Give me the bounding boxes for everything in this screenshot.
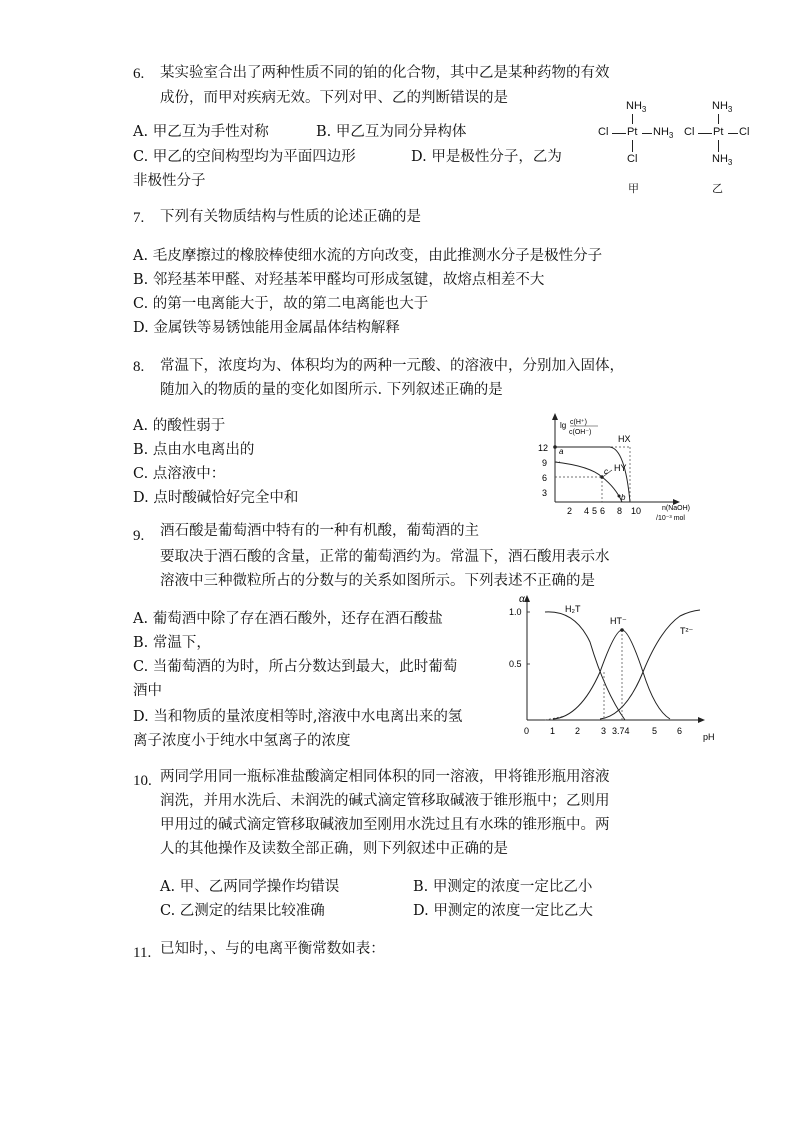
q9-xtick-3: 3 (601, 726, 607, 736)
q9-option-d: D. 当和物质的量浓度相等时,溶液中水电离出来的氢 (133, 709, 463, 725)
q8-option-a: A. 的酸性弱于 (133, 418, 226, 434)
q8-label-c: c (604, 467, 608, 476)
q8-xtick-10: 10 (631, 506, 642, 516)
q9-xtick-6: 6 (677, 726, 683, 736)
q8-series-hy: HY (614, 463, 627, 473)
q7-option-d: D. 金属铁等易锈蚀能用金属晶体结构解释 (133, 320, 400, 336)
q8-label-a: a (559, 447, 564, 456)
q9-xtick-2: 2 (575, 726, 581, 736)
q8-ytick-12: 12 (538, 443, 549, 453)
q7-option-c: C. 的第一电离能大于，故的第二电离能也大于 (133, 296, 429, 312)
q6-option-d: D. 甲是极性分子，乙为 (411, 149, 562, 165)
q9-ytick-1: 1.0 (509, 607, 522, 617)
q6-line1: 某实验室合出了两种性质不同的铂的化合物，其中乙是某种药物的有效 (160, 65, 610, 81)
q10-line1: 两同学用同一瓶标准盐酸滴定相同体积的同一溶液，甲将锥形瓶用溶液 (160, 769, 610, 785)
q7-option-b: B. 邻羟基苯甲醛、对羟基苯甲醛均可形成氢键，故熔点相差不大 (133, 272, 545, 288)
q9-option-c-cont: 酒中 (133, 683, 162, 699)
q10-line3: 甲用过的碱式滴定管移取碱液加至刚用水洗过且有水珠的锥形瓶中。两 (160, 817, 610, 833)
q8-curve-hx (555, 447, 630, 502)
q6-option-b: B. 甲乙互为同分异构体 (316, 124, 467, 140)
q8-series-hx: HX (618, 434, 631, 444)
q8-option-c: C. 点溶液中： (133, 466, 226, 482)
q9-chart (505, 592, 730, 742)
q9-ytick-05: 0.5 (509, 659, 522, 669)
q9-number: 9. (133, 528, 145, 544)
molecule-yi: $NH_3$ Cl Pt Cl $NH_3$ 乙 (684, 100, 750, 195)
q9-option-b: B. 常温下， (133, 635, 211, 651)
q9-xtick-1: 1 (550, 726, 556, 736)
q9-line1: 酒石酸是葡萄酒中特有的一种有机酸，葡萄酒的主 (160, 523, 479, 539)
q8-point-a (553, 445, 557, 449)
q9-xtick-374: 3.74 (612, 726, 630, 736)
q8-xtick-6: 6 (600, 506, 606, 516)
q9-xlabel: pH (703, 732, 715, 742)
q8-curve-hy (555, 462, 622, 502)
q9-option-a: A. 葡萄酒中除了存在酒石酸外，还存在酒石酸盐 (133, 611, 443, 627)
q6-option-c: C. 甲乙的空间构型均为平面四边形 (133, 149, 356, 165)
q8-number: 8. (133, 359, 145, 375)
q9-series-t: T²⁻ (680, 626, 694, 636)
q9-curve-h2t (545, 612, 625, 720)
q9-xtick-5: 5 (652, 726, 658, 736)
q9-line2: 要取决于酒石酸的含量，正常的葡萄酒约为。常温下，酒石酸用表示水 (160, 549, 610, 565)
q8-xlabel2: /10⁻³ mol (656, 515, 685, 522)
q10-number: 10. (133, 773, 152, 789)
q8-ylabel-num: c(H⁺) (570, 419, 587, 426)
q8-option-b: B. 点由水电离出的 (133, 442, 255, 458)
q8-label-b: b (621, 493, 626, 502)
q8-ytick-9: 9 (542, 458, 548, 468)
q10-option-b: B. 甲测定的浓度一定比乙小 (413, 879, 593, 895)
q10-option-a: A. 甲、乙两同学操作均错误 (160, 879, 340, 895)
q9-series-h2t: H₂T (565, 604, 581, 614)
q8-ytick-6: 6 (542, 473, 548, 483)
q9-line3: 溶液中三种微粒所占的分数与的关系如图所示。下列表述不正确的是 (160, 573, 595, 589)
q9-ylabel: α (519, 594, 525, 605)
q9-option-d-cont: 离子浓度小于纯水中氢离子的浓度 (133, 733, 351, 749)
q9-series-ht: HT⁻ (610, 616, 627, 626)
q8-option-d: D. 点时酸碱恰好完全中和 (133, 490, 299, 506)
molecule-jia: $NH_3$ Cl Pt $NH_3$ Cl 甲 (598, 100, 674, 195)
q7-stem: 下列有关物质结构与性质的论述正确的是 (160, 209, 421, 225)
q10-option-c: C. 乙测定的结果比较准确 (160, 903, 325, 919)
q8-ytick-3: 3 (542, 488, 548, 498)
q6-number: 6. (133, 66, 145, 82)
q8-chart (530, 410, 720, 525)
q8-ylabel-den: c(OH⁻) (569, 429, 592, 436)
q10-line4: 人的其他操作及读数全部正确，则下列叙述中正确的是 (160, 841, 508, 857)
q6-option-d-cont: 非极性分子 (133, 173, 206, 189)
q8-ylabel-lg: lg (560, 421, 567, 430)
q8-line2: 随加入的物质的量的变化如图所示. 下列叙述正确的是 (160, 382, 503, 398)
q11-stem: 已知时，、与的电离平衡常数如表： (160, 941, 385, 957)
q10-line2: 润洗，并用水洗后、未润洗的碱式滴定管移取碱液于锥形瓶中；乙则用 (160, 793, 610, 809)
q10-option-d: D. 甲测定的浓度一定比乙大 (413, 903, 593, 919)
q6-option-a: A. 甲乙互为手性对称 (133, 124, 269, 140)
q9-option-c: C. 当葡萄酒的为时，所占分数达到最大，此时葡萄 (133, 659, 458, 675)
q7-option-a: A. 毛皮摩擦过的橡胶棒使细水流的方向改变，由此推测水分子是极性分子 (133, 248, 603, 264)
q11-number: 11. (133, 945, 152, 961)
q9-curve-ht (553, 630, 670, 719)
q6-line2: 成份，而甲对疾病无效。下列对甲、乙的判断错误的是 (160, 90, 508, 106)
q8-xtick-2: 2 (567, 506, 573, 516)
q8-xtick-8: 8 (617, 506, 623, 516)
q8-xlabel1: n(NaOH) (662, 505, 691, 512)
q7-number: 7. (133, 210, 145, 226)
q9-xtick-0: 0 (524, 726, 530, 736)
q8-xtick-4: 4 (584, 506, 590, 516)
q8-xtick-5: 5 (592, 506, 598, 516)
q8-line1: 常温下，浓度均为、体积均为的两种一元酸、的溶液中，分别加入固体， (160, 358, 624, 374)
